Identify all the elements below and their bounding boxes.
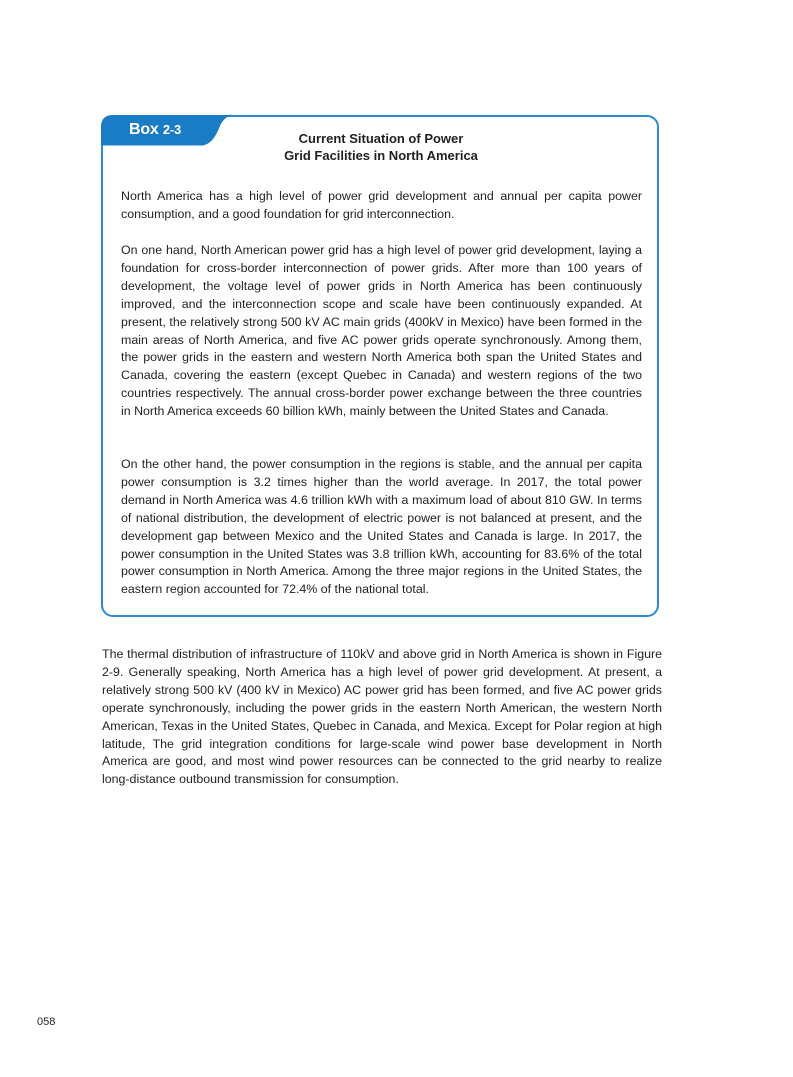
page-number: 058	[37, 1016, 56, 1028]
box-title-line-1: Current Situation of Power	[298, 131, 464, 146]
box-paragraph-2: On one hand, North American power grid has a high level of power grid development, laying a foundation for cross-border interconnection of power grids. After more than 100 years of development, the voltage level of power grids in North America has been continuously improved, and the interconnection scope and scale have been continuously expanded. At present, the relatively strong 500 kV AC main grids (400kV in Mexico) have been formed in the main areas of North America, and five AC power grids operate synchronously. Among them, the power grids in the eastern and western North America both span the United States and Canada, covering the eastern (except Quebec in Canada) and western regions of the two countries respectively. The annual cross-border power exchange between the three countries in North America exceeds 60 billion kWh, mainly between the United States and Canada.	[121, 243, 642, 419]
body-paragraph: The thermal distribution of infrastructure of 110kV and above grid in North America is shown in Figure 2-9. Generally speaking, North America has a high level of power grid development. At present, a relatively strong 500 kV (400 kV in Mexico) AC power grid has been formed, and five AC power grids operate synchronously, including the power grids in the eastern North American, the western North American, Texas in the United States, Quebec in Canada, and Mexica. Except for Polar region at high latitude, The grid integration conditions for large-scale wind power base development in North America are good, and most wind power resources can be connected to the grid nearby to realize long-distance outbound transmission for consumption.	[102, 647, 662, 787]
box-label-prefix: Box	[129, 121, 159, 138]
box-label-number: 2-3	[162, 122, 182, 137]
box-paragraph-3: On the other hand, the power consumption in the regions is stable, and the annual per capita power consumption is 3.2 times higher than the world average. In 2017, the total power demand in North America was 4.6 trillion kWh with a maximum load of about 810 GW. In terms of national distribution, the development of electric power is not balanced at present, and the development gap between Mexico and the United States and Canada is large. In 2017, the power consumption in the United States was 3.8 trillion kWh, accounting for 83.6% of the total power consumption in North America. Among the three major regions in the United States, the eastern region accounted for 72.4% of the national total.	[121, 457, 642, 597]
box-label	[129, 121, 181, 139]
box-paragraph-1: North America has a high level of power grid development and annual per capita power consumption, and a good foundation for grid interconnection.	[121, 189, 642, 221]
box-title-line-2: Grid Facilities in North America	[284, 148, 478, 163]
box-title	[250, 130, 512, 164]
